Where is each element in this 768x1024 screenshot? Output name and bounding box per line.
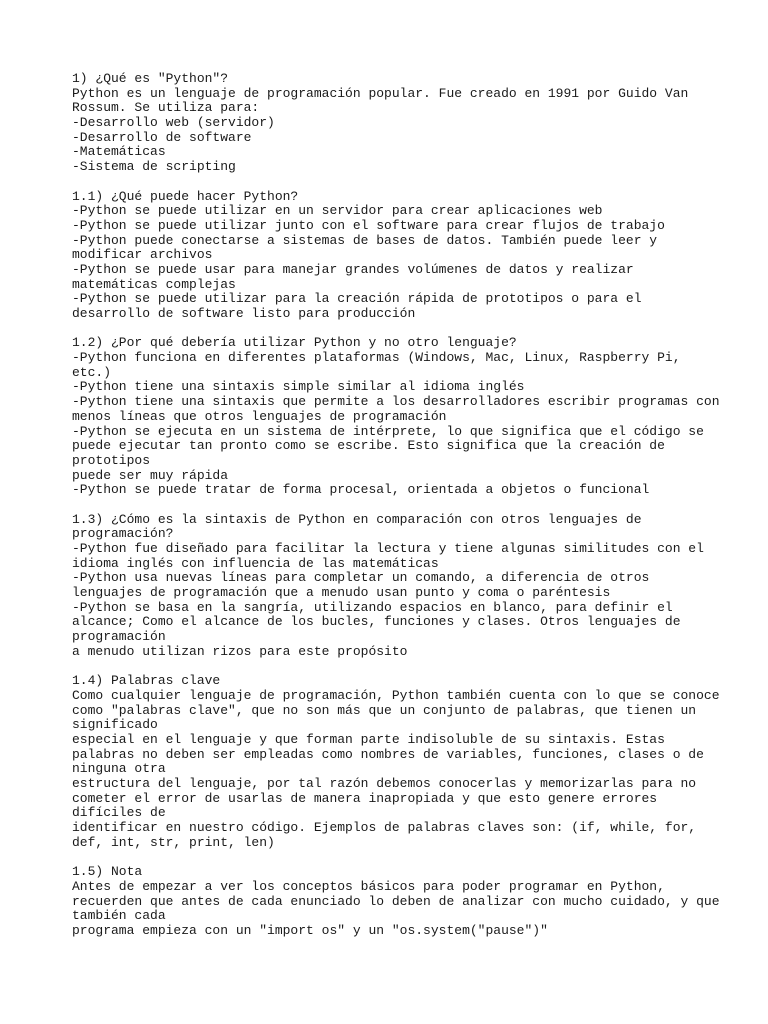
text-line: -Python se puede utilizar para la creación rápida de prototipos o para el <box>72 291 642 307</box>
text-line: alcance; Como el alcance de los bucles, funciones y clases. Otros lenguajes de <box>72 614 681 630</box>
section-heading: 1.1) ¿Qué puede hacer Python? <box>72 188 299 204</box>
text-line: programación <box>72 629 166 645</box>
text-line: identificar en nuestro código. Ejemplos de palabras claves son: (if, while, for, <box>72 820 697 836</box>
text-line: Python es un lenguaje de programación popular. Fue creado en 1991 por Guido Van <box>72 85 689 101</box>
text-line: puede ejecutar tan pronto como se escribe. Esto significa que la creación de <box>72 438 665 454</box>
section-nota <box>72 864 720 938</box>
text-line: cometer el error de usarlas de manera inapropiada y que esto genere errores <box>72 790 658 806</box>
text-line: Como cualquier lenguaje de programación, Python también cuenta con lo que se conoce <box>72 687 720 703</box>
section-heading: 1.5) Nota <box>72 864 143 880</box>
text-line: difíciles de <box>72 805 166 821</box>
text-line: puede ser muy rápida <box>72 467 229 483</box>
section-heading: 1) ¿Qué es "Python"? <box>72 71 229 86</box>
text-line: estructura del lenguaje, por tal razón debemos conocerlas y memorizarlas para no <box>72 776 697 791</box>
section-heading: 1.4) Palabras clave <box>72 673 221 689</box>
text-line: recuerden que antes de cada enunciado lo deben de analizar con mucho cuidado, y que <box>72 893 720 909</box>
text-line: -Python funciona en diferentes plataformas (Windows, Mac, Linux, Raspberry Pi, <box>72 350 681 366</box>
text-line: menos líneas que otros lenguajes de programación <box>72 408 447 424</box>
text-line: -Python se puede utilizar junto con el software para crear flujos de trabajo <box>72 217 665 233</box>
text-line: -Python se puede usar para manejar grandes volúmenes de datos y realizar <box>72 261 634 277</box>
text-line: -Python se puede utilizar en un servidor para crear aplicaciones web <box>72 203 603 219</box>
text-line: a menudo utilizan rizos para este propósito <box>72 643 408 659</box>
text-line: etc.) <box>72 364 112 380</box>
section-palabras-clave <box>72 673 720 850</box>
text-line: -Python usa nuevas líneas para completar un comando, a diferencia de otros <box>72 570 650 586</box>
text-line: -Python fue diseñado para facilitar la lectura y tiene algunas similitudes con el <box>72 541 704 556</box>
text-line: -Python tiene una sintaxis simple similar al idioma inglés <box>72 379 525 395</box>
text-line: def, int, str, print, len) <box>72 834 275 850</box>
text-line: -Python puede conectarse a sistemas de bases de datos. También puede leer y <box>72 232 658 248</box>
text-line: -Python se basa en la sangría, utilizando espacios en blanco, para definir el <box>72 599 673 615</box>
section-por-que-utilizar <box>72 335 720 498</box>
section-heading: 1.2) ¿Por qué debería utilizar Python y no otro lenguaje? <box>72 335 517 351</box>
text-line: especial en el lenguaje y que forman parte indisoluble de su sintaxis. Estas <box>72 731 665 747</box>
section-sintaxis <box>72 513 712 660</box>
text-line: Rossum. Se utiliza para: <box>72 100 260 116</box>
text-line: significado <box>72 717 158 733</box>
text-line: -Python se ejecuta en un sistema de intérprete, lo que significa que el código se <box>72 423 704 439</box>
text-line: Antes de empezar a ver los conceptos básicos para poder programar en Python, <box>72 878 665 894</box>
text-line: -Matemáticas <box>72 144 166 160</box>
text-line: matemáticas complejas <box>72 276 236 292</box>
text-line: -Sistema de scripting <box>72 159 236 175</box>
text-line: -Python se puede tratar de forma procesal, orientada a objetos o funcional <box>72 482 650 498</box>
text-line: idioma inglés con influencia de las matemáticas <box>72 555 439 571</box>
text-line: programa empieza con un "import os" y un "os.system("pause")" <box>72 922 548 938</box>
text-line: -Desarrollo de software <box>72 129 252 145</box>
text-line: desarrollo de software listo para producción <box>72 306 416 321</box>
section-que-es-python <box>72 72 712 175</box>
document-page <box>72 71 720 953</box>
section-que-puede-hacer <box>72 190 712 322</box>
text-line: programación? <box>72 526 174 542</box>
text-line: prototipos <box>72 452 151 468</box>
text-line: como "palabras clave", que no son más que un conjunto de palabras, que tienen un <box>72 702 697 718</box>
text-line: -Desarrollo web (servidor) <box>72 115 275 131</box>
section-heading: 1.3) ¿Cómo es la sintaxis de Python en comparación con otros lenguajes de <box>72 511 642 527</box>
text-line: ninguna otra <box>72 761 166 777</box>
text-line: modificar archivos <box>72 247 213 263</box>
text-line: palabras no deben ser empleadas como nombres de variables, funciones, clases o de <box>72 746 704 762</box>
text-line: también cada <box>72 908 166 924</box>
text-line: lenguajes de programación que a menudo usan punto y coma o paréntesis <box>72 585 611 601</box>
text-line: -Python tiene una sintaxis que permite a los desarrolladores escribir programas con <box>72 394 720 410</box>
